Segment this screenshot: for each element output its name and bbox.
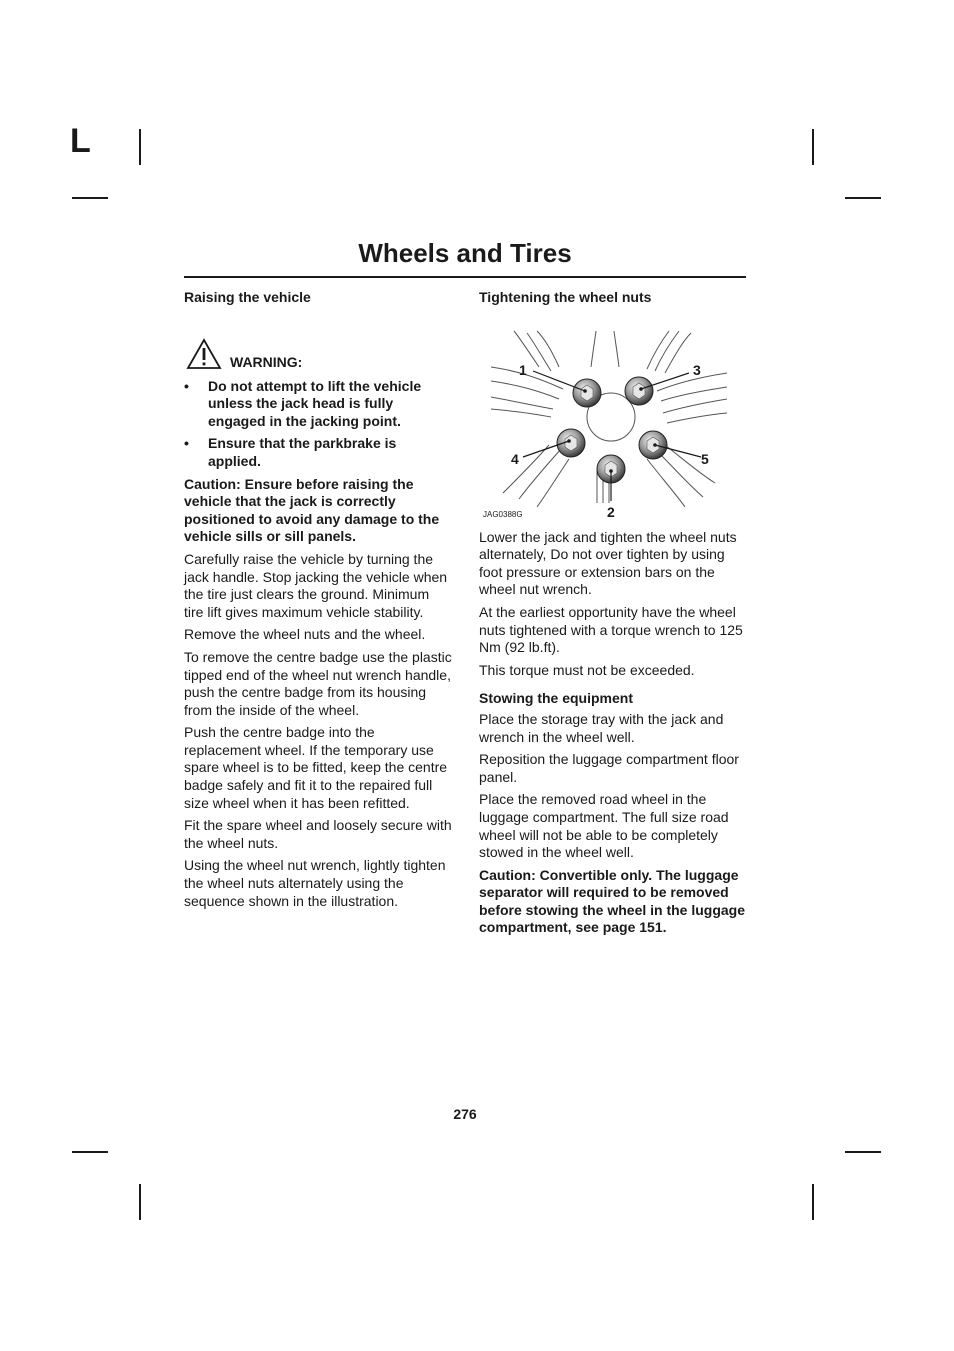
paragraph: Reposition the luggage compartment floor panel.	[479, 751, 739, 785]
paragraph: Fit the spare wheel and loosely secure with the wheel nuts.	[184, 817, 452, 851]
nut-label-2: 2	[607, 503, 615, 517]
paragraph: Using the wheel nut wrench, lightly tighten the wheel nuts alternately using the sequence shown in the illustration.	[184, 857, 446, 909]
warning-item: • Ensure that the parkbrake is applied.	[184, 435, 452, 470]
paragraph: Push the centre badge into the replacement wheel. If the temporary use spare wheel is to be fitted, keep the centre badge safely and fit it to the repaired full size wheel when it has been refitted.	[184, 724, 448, 811]
crop-mark-bottom-right-horizontal	[845, 1151, 881, 1153]
raising-vehicle-heading: Raising the vehicle	[184, 289, 311, 305]
convertible-caution: Caution: Convertible only. The luggage separator will required to be removed before stowing the wheel in the luggage compartment, see page 151.	[479, 866, 746, 936]
page-number: 276	[453, 1106, 477, 1122]
warning-triangle-icon	[186, 338, 222, 370]
wheel-nut	[573, 379, 601, 407]
nut-label-5: 5	[701, 450, 709, 467]
wheel-nut-sequence-illustration	[479, 327, 739, 517]
paragraph: This torque must not be exceeded.	[479, 661, 695, 678]
wheel-nut	[557, 429, 585, 457]
jack-caution: Caution: Ensure before raising the vehicle that the jack is correctly positioned to avoid any damage to the vehicle sills or sill panels.	[184, 475, 440, 545]
right-column	[479, 289, 747, 942]
nut-label-1: 1	[519, 361, 527, 378]
warning-label: WARNING:	[230, 353, 303, 370]
crop-mark-bottom-left-vertical	[139, 1184, 141, 1220]
paragraph: Place the removed road wheel in the luggage compartment. The full size road wheel will not be able to be completely stowed in the wheel well.	[479, 791, 729, 861]
wheel-nut	[639, 431, 667, 459]
crop-mark-bottom-left-horizontal	[72, 1151, 108, 1153]
wheel-illustration	[479, 327, 739, 517]
paragraph: Lower the jack and tighten the wheel nuts alternately, Do not over tighten by using foot pressure or extension bars on the wheel nut wrench.	[479, 528, 737, 598]
crop-mark-top-right-vertical	[812, 129, 814, 165]
stowing-heading: Stowing the equipment	[479, 690, 633, 707]
left-column	[184, 289, 452, 915]
crop-mark-top-right-horizontal	[845, 197, 881, 199]
paragraph: At the earliest opportunity have the wheel nuts tightened with a torque wrench to 125 Nm (92 lb.ft).	[479, 603, 743, 656]
tightening-heading: Tightening the wheel nuts	[479, 289, 652, 305]
paragraph: Place the storage tray with the jack and wrench in the wheel well.	[479, 710, 724, 745]
crop-mark-top-left-horizontal	[72, 197, 108, 199]
section-letter: L	[70, 122, 91, 160]
paragraph: To remove the centre badge use the plastic tipped end of the wheel nut wrench handle, push the centre badge from its housing from the inside of the wheel.	[184, 648, 452, 718]
crop-mark-bottom-right-vertical	[812, 1184, 814, 1220]
paragraph: Carefully raise the vehicle by turning the jack handle. Stop jacking the vehicle when the tire just clears the ground. Minimum tire lift gives maximum vehicle stability.	[184, 550, 448, 620]
crop-mark-top-left-vertical	[139, 129, 141, 165]
title-rule	[184, 276, 746, 278]
figure-code: JAG0388G	[483, 509, 523, 517]
warning-list	[184, 378, 452, 471]
wheel-nut	[625, 377, 653, 405]
nut-label-3: 3	[693, 361, 701, 378]
nut-label-4: 4	[511, 450, 519, 467]
page-title: Wheels and Tires	[358, 238, 572, 268]
warning-item: • Do not attempt to lift the vehicle unless the jack head is fully engaged in the jacking point.	[184, 378, 452, 431]
paragraph: Remove the wheel nuts and the wheel.	[184, 626, 426, 643]
warning-header	[184, 330, 452, 374]
